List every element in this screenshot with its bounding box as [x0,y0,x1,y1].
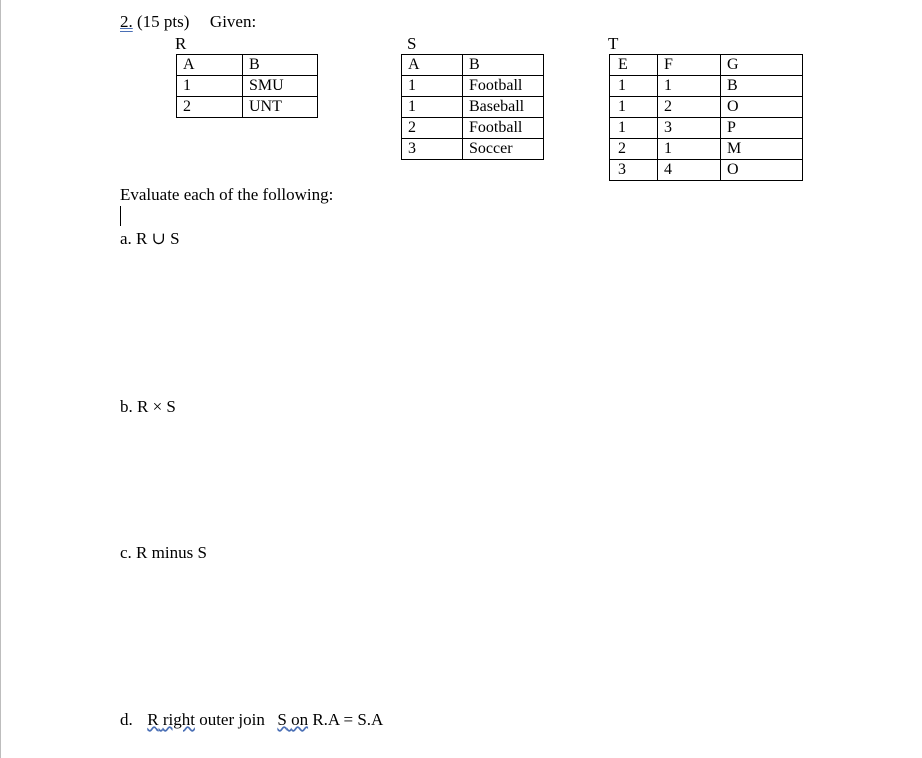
question-number: 2. [120,12,133,31]
table-row [402,76,544,97]
table-cell: Baseball [463,97,544,118]
table-cell: 4 [658,160,721,181]
relation-r-table [176,54,318,118]
table-cell: P [721,118,803,139]
table-row [610,97,803,118]
table-cell: O [721,160,803,181]
instructions-text: Evaluate each of the following: [120,185,334,204]
table-cell: 1 [402,97,463,118]
relation-t-name: T [608,34,619,53]
table-row [177,97,318,118]
table-cell: 3 [610,160,658,181]
table-cell: 2 [658,97,721,118]
relation-s-name: S [407,34,417,53]
table-cell: 2 [402,118,463,139]
table-row [402,97,544,118]
part-d[interactable] [120,710,383,730]
relation-s-table [401,54,544,160]
table-cell: 3 [402,139,463,160]
header-cell: F [658,55,721,76]
table-cell: 1 [658,139,721,160]
table-cell: 1 [610,118,658,139]
relation-r-name: R [175,34,187,53]
header-cell: A [402,55,463,76]
part-d-condition: R.A = S.A [312,710,384,729]
table-cell: 1 [177,76,243,97]
part-b[interactable]: b. R × S [120,397,176,416]
part-d-on: on [291,710,309,729]
part-d-s-on [277,710,308,729]
table-cell: 1 [610,97,658,118]
table-cell: SMU [243,76,318,97]
table-cell: 2 [177,97,243,118]
table-row [610,139,803,160]
table-header-row [177,55,318,76]
header-cell: A [177,55,243,76]
table-cell: Soccer [463,139,544,160]
header-cell: G [721,55,803,76]
question-header [120,12,256,32]
table-cell: Football [463,118,544,139]
part-d-r: R [147,710,159,729]
table-row [402,118,544,139]
table-cell: M [721,139,803,160]
table-cell: O [721,97,803,118]
table-cell: 1 [658,76,721,97]
part-d-prefix: d. [120,710,133,729]
part-d-right: right [162,710,195,729]
part-d-r-right [147,710,195,729]
part-c[interactable]: c. R minus S [120,543,207,562]
part-d-outer-join: outer join [199,710,265,729]
header-cell: E [610,55,658,76]
table-cell: Football [463,76,544,97]
table-header-row [402,55,544,76]
table-row [610,118,803,139]
part-a[interactable]: a. R ∪ S [120,229,180,248]
table-row [177,76,318,97]
table-cell: UNT [243,97,318,118]
table-row [402,139,544,160]
table-cell: 3 [658,118,721,139]
table-cell: 1 [402,76,463,97]
part-d-s: S [277,710,287,729]
table-cell: 2 [610,139,658,160]
table-cell: B [721,76,803,97]
table-row [610,76,803,97]
question-points: (15 pts) [137,12,190,31]
table-row [610,160,803,181]
header-cell: B [463,55,544,76]
table-cell: 1 [610,76,658,97]
text-cursor [120,206,121,226]
page-left-edge [0,0,1,758]
relation-t-table [609,54,803,181]
given-label: Given: [209,12,257,31]
table-header-row [610,55,803,76]
header-cell: B [243,55,318,76]
